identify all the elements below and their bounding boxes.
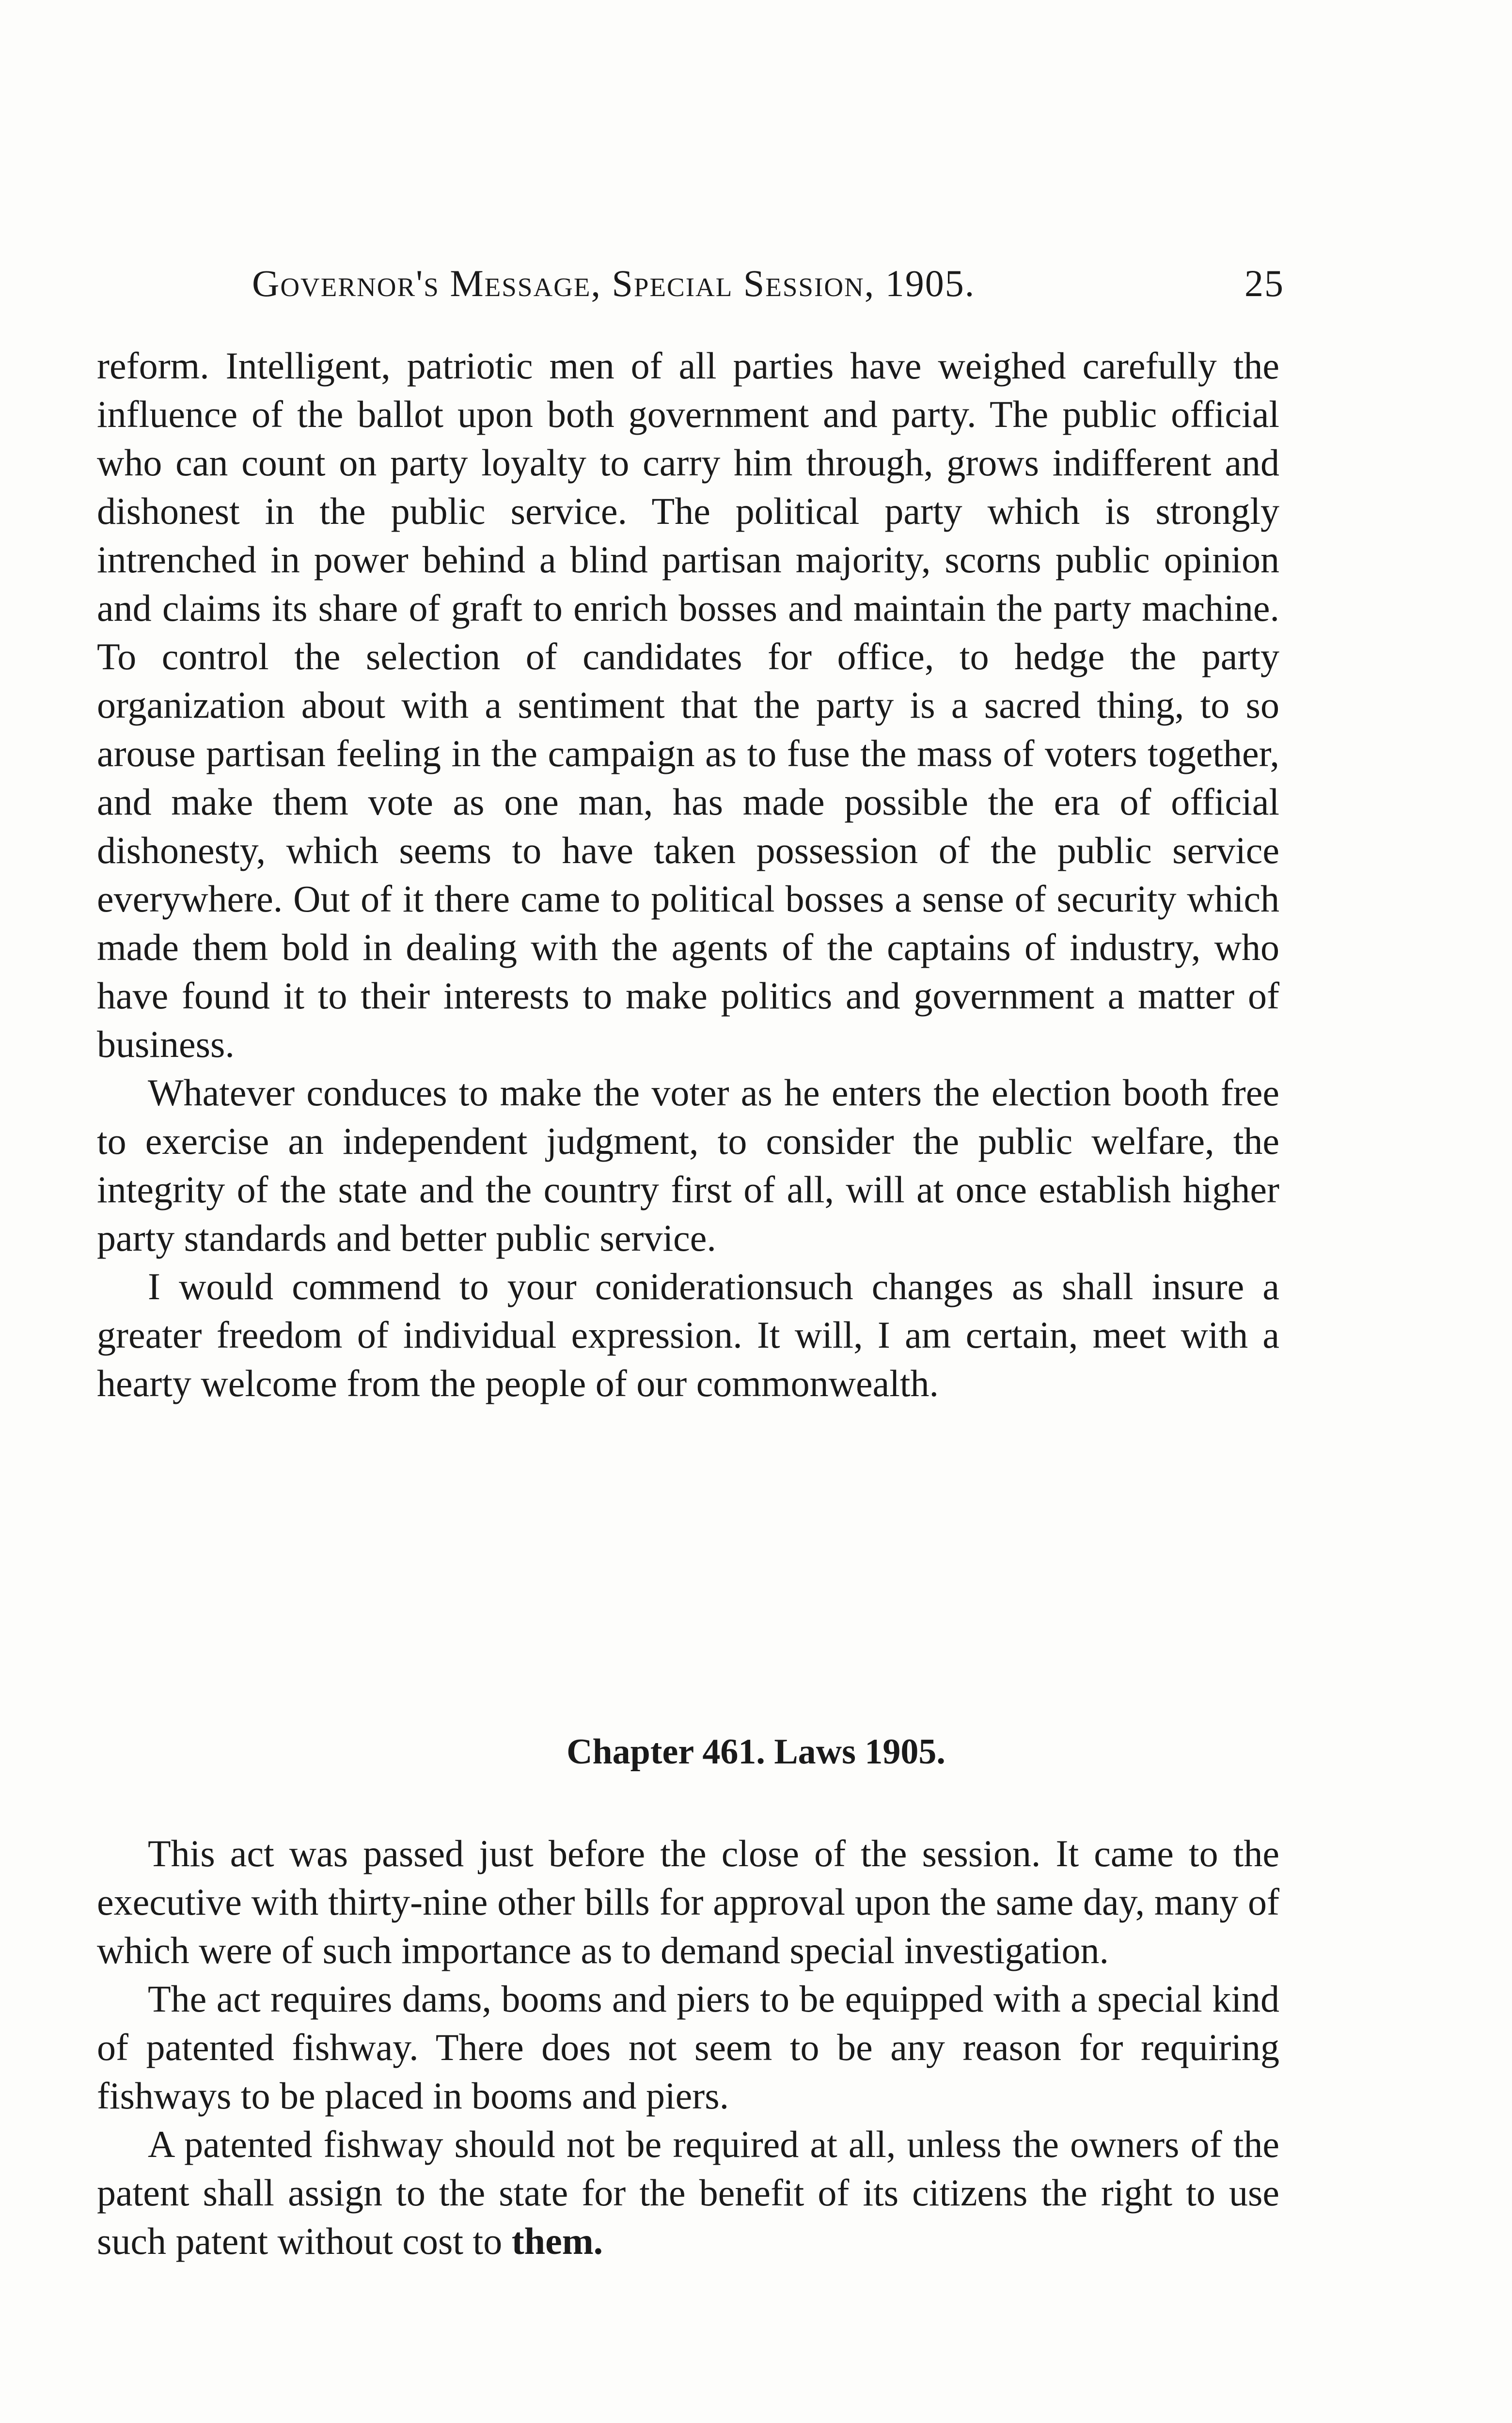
paragraph-voter: Whatever conduces to make the voter as he enters the election booth free to exercise an independent judgment, to consider the public welfare, the integrity of the state and the country first of all, will at once establish higher party standards and better public service.: [97, 1071, 1279, 1259]
paragraph-reform: reform. Intelligent, patriotic men of all parties have weighed carefully the influence of the ballot upon both government and party. The public official who can count on party loyalty to carry him through, grows indifferent and dishonest in the public service. The political party which is strongly intrenched in power behind a blind partisan majority, scorns public opinion and claims its share of graft to enrich bosses and maintain the party machine. To control the selection of candidates for office, to hedge the party organization about with a sentiment that the party is a sacred thing, to so arouse partisan feeling in the campaign as to fuse the mass of voters together, and make them vote as one man, has made possible the era of official dishonesty, which seems to have taken possession of the public service everywhere. Out of it there came to political bosses a sense of security which made them bold in dealing with the agents of the captains of industry, who have found it to their interests to make politics and government a matter of business.: [97, 345, 1279, 1065]
message-text-block: [97, 342, 1279, 1408]
running-head-title: Governor's Message, Special Session, 1905.: [252, 262, 976, 304]
page-number: 25: [1244, 262, 1284, 304]
paragraph-act-passed: This act was passed just before the close of the session. It came to the executive with thirty-nine other bills for approval upon the same day, many of which were of such importance as to demand special investigation.: [97, 1832, 1279, 1971]
paragraph-patented-fishway: [97, 2120, 1279, 2266]
paragraph-patented-fishway-text: A patented fishway should not be required at all, unless the owners of the patent shall assign to the state for the benefit of its citizens the right to use such patent without cost to: [97, 2123, 1279, 2262]
chapter-heading: Chapter 461. Laws 1905.: [567, 1732, 945, 1772]
paragraph-final-word: them.: [511, 2220, 603, 2262]
paragraph-act-requires: The act requires dams, booms and piers to be equipped with a special kind of patented fishway. There does not seem to be any reason for requiring fishways to be placed in booms and piers.: [97, 1978, 1279, 2117]
running-head: [252, 257, 1284, 310]
chapter-text-block: [97, 1829, 1279, 2266]
paragraph-commend: I would commend to your coniderationsuch changes as shall insure a greater freedom of individual expression. It will, I am certain, meet with a hearty welcome from the people of our commonwealth.: [97, 1265, 1279, 1404]
